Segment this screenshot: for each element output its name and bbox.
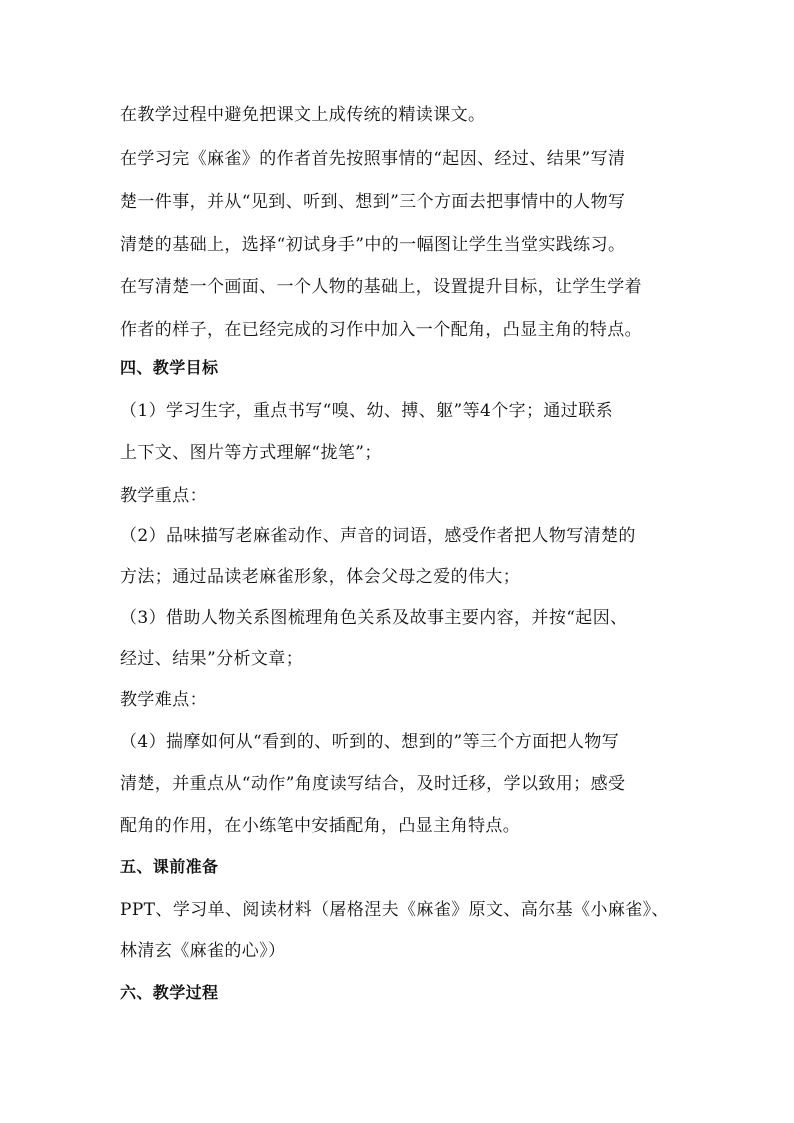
section-heading-preparation: 五、课前准备 (120, 857, 219, 876)
paragraph-line: （3）借助人物关系图梳理角色关系及故事主要内容，并按“起因、 (120, 608, 628, 628)
paragraph-line: 在学习完《麻雀》的作者首先按照事情的“起因、经过、结果”写清 (120, 149, 626, 169)
paragraph-line: 作者的样子，在已经完成的习作中加入一个配角，凸显主角的特点。 (120, 320, 642, 340)
section-heading-teaching-process: 六、教学过程 (120, 983, 219, 1002)
paragraph-line: 在教学过程中避免把课文上成传统的精读课文。 (120, 105, 486, 125)
subheading-key-points: 教学重点： (120, 486, 207, 506)
paragraph-line: （1）学习生字，重点书写“嗅、幼、搏、躯”等4个字；通过联系 (120, 401, 614, 421)
paragraph-line: （4）揣摩如何从“看到的、听到的、想到的”等三个方面把人物写 (120, 732, 620, 752)
paragraph-line: 上下文、图片等方式理解“拢笔”； (120, 443, 382, 463)
paragraph-line: 清楚，并重点从“动作”角度读写结合，及时迁移，学以致用；感受 (120, 774, 626, 794)
paragraph-line: 方法；通过品读老麻雀形象，体会父母之爱的伟大； (120, 567, 521, 587)
paragraph-line: 清楚的基础上，选择“初试身手”中的一幅图让学生当堂实践练习。 (120, 235, 626, 255)
section-heading-teaching-goals: 四、教学目标 (120, 358, 219, 377)
subheading-difficulties: 教学难点： (120, 690, 207, 710)
paragraph-line: PPT、学习单、阅读材料（屠格涅夫《麻雀》原文、高尔基《小麻雀》、 (120, 900, 669, 920)
paragraph-line: 经过、结果”分析文章； (120, 649, 304, 669)
paragraph-line: 楚一件事，并从“见到、听到、想到”三个方面去把事情中的人物写 (120, 192, 626, 212)
paragraph-line: 林清玄《麻雀的心》） (120, 941, 286, 961)
paragraph-line: （2）品味描写老麻雀动作、声音的词语，感受作者把人物写清楚的 (120, 526, 636, 546)
paragraph-line: 配角的作用，在小练笔中安插配角，凸显主角特点。 (120, 816, 521, 836)
paragraph-line: 在写清楚一个画面、一个人物的基础上，设置提升目标，让学生学着 (120, 277, 642, 297)
